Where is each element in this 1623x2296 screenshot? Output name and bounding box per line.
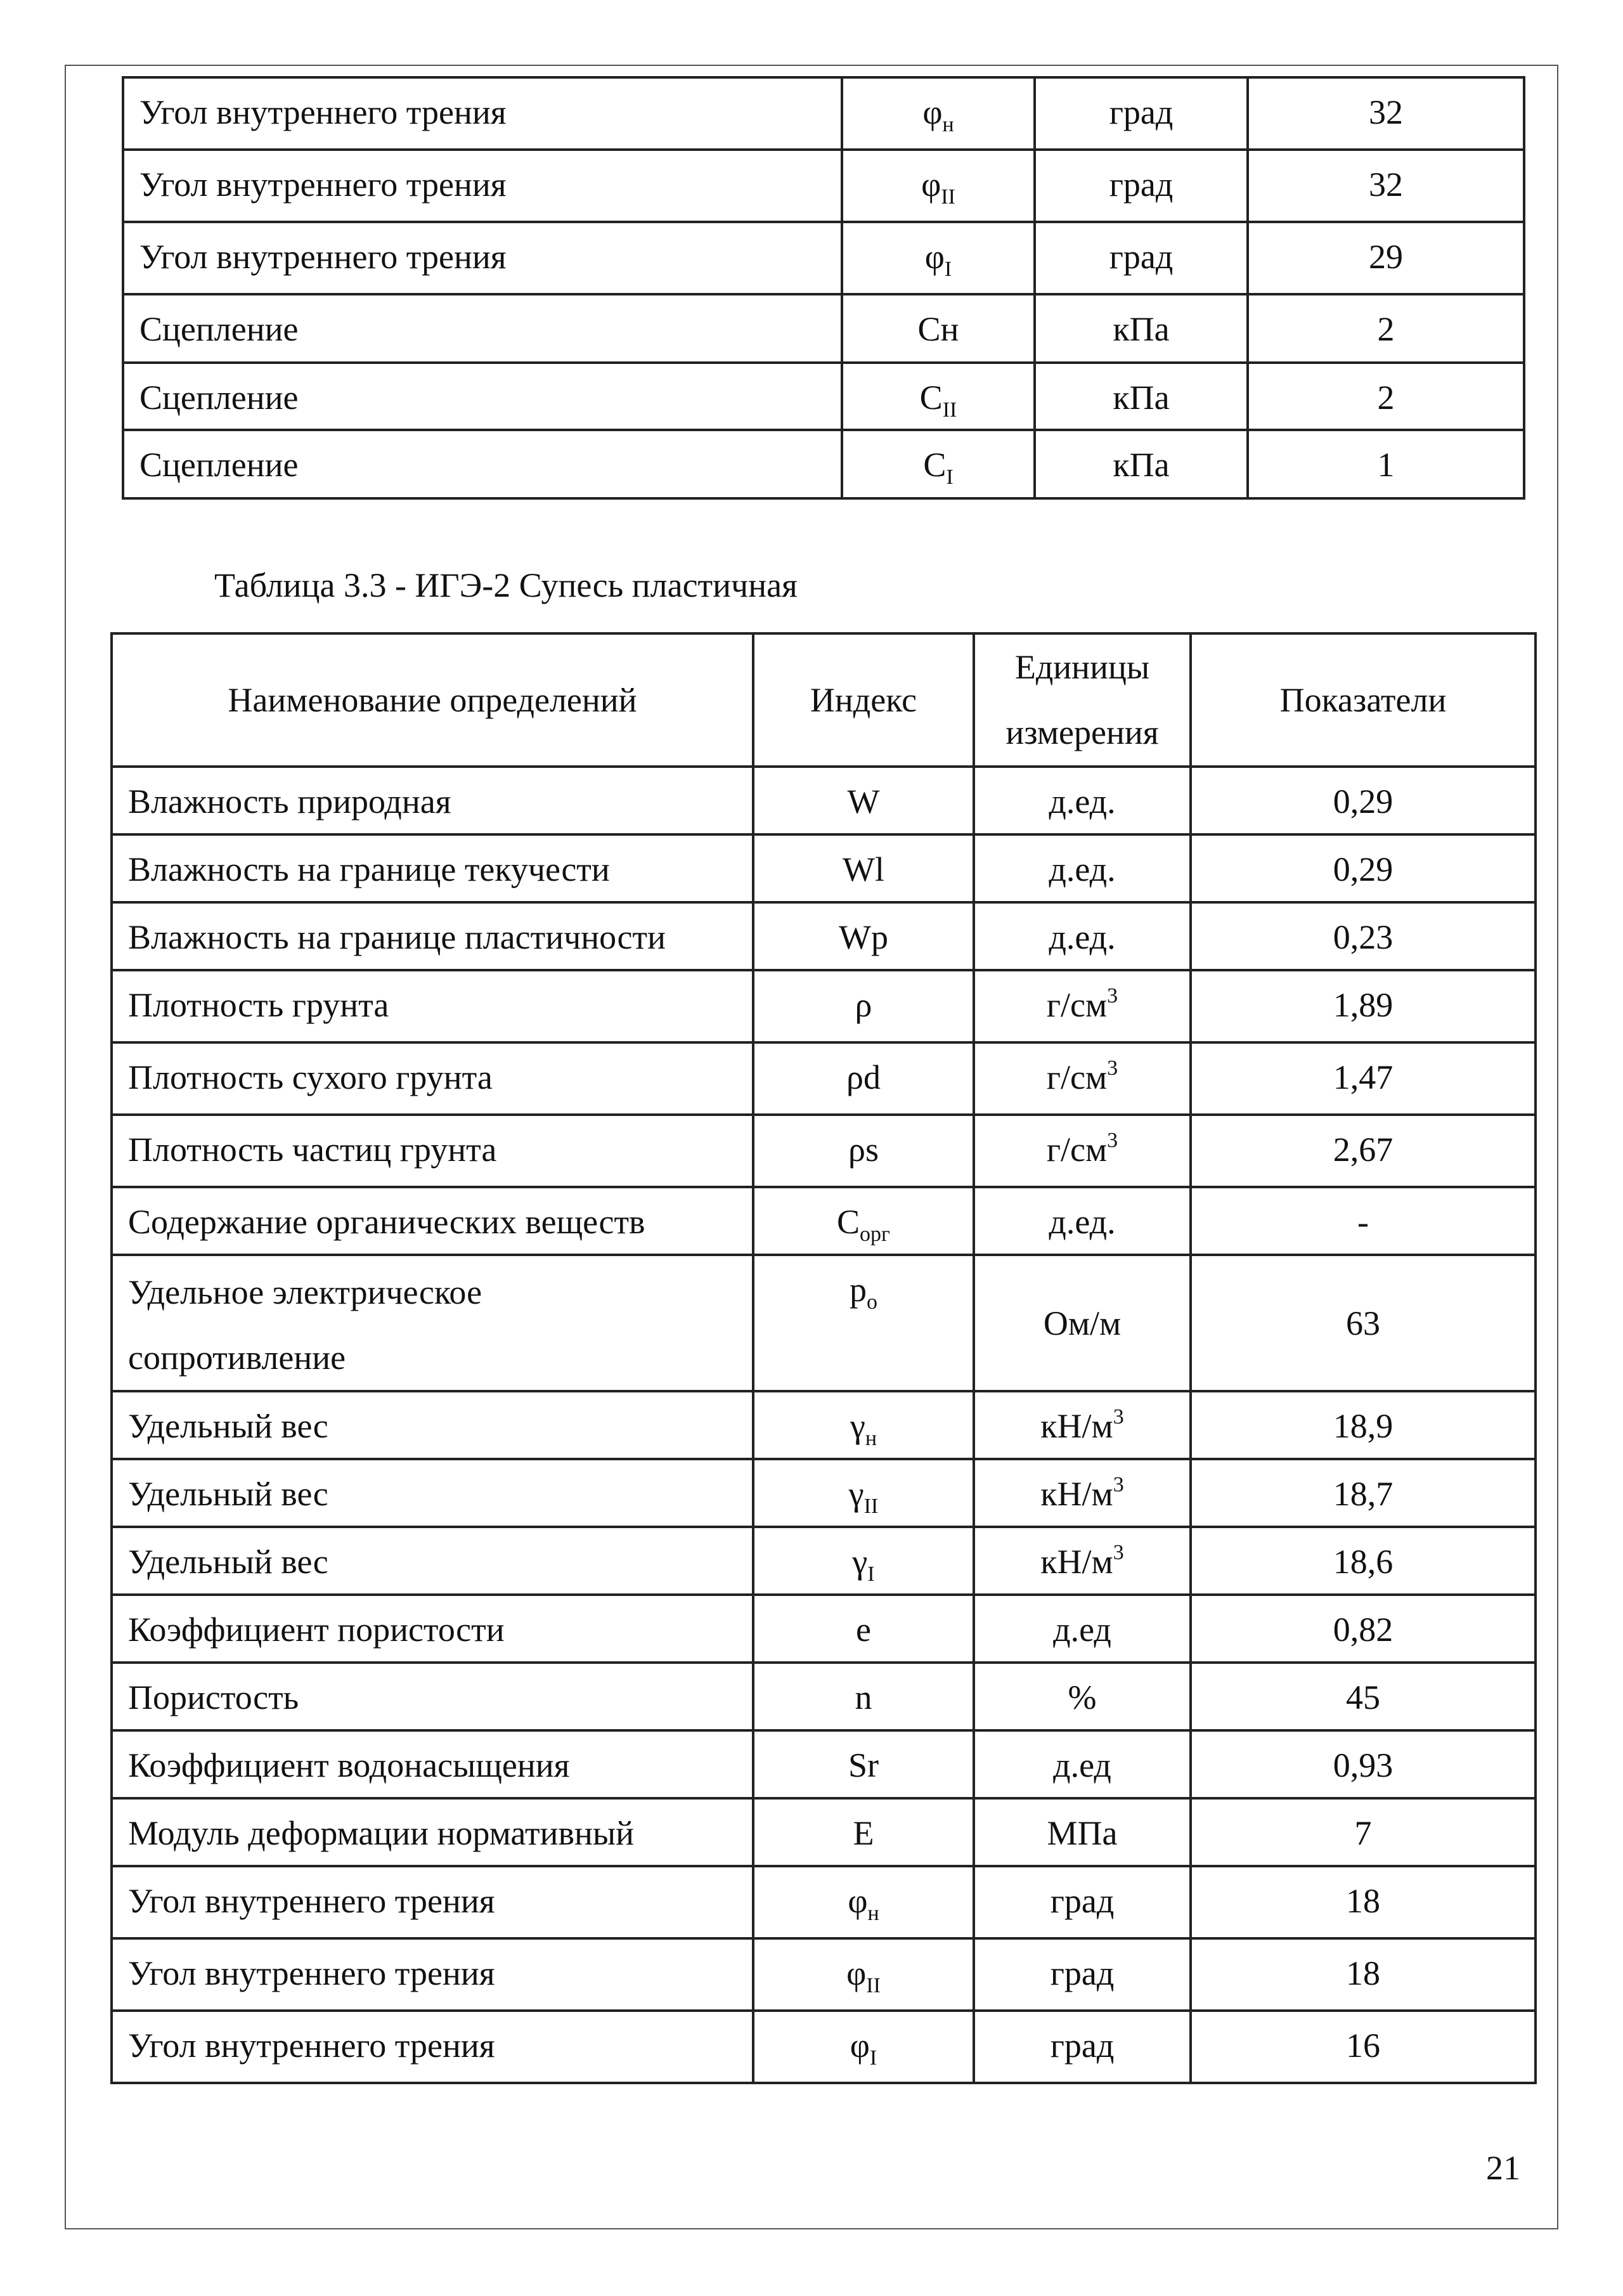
row-index: $\varphi_{II}$ (753, 1938, 974, 2011)
row-index: $\gamma_{II}$ (753, 1459, 974, 1527)
table-row (112, 1798, 1536, 1866)
row-index: Wl (753, 834, 974, 902)
row-value: 0,29 (1191, 767, 1536, 834)
table-row (112, 970, 1536, 1042)
row-value: 1,89 (1191, 970, 1536, 1042)
row-name: Пористость (112, 1663, 753, 1730)
row-value: 0,93 (1191, 1730, 1536, 1798)
header-unit: Единицы измерения (974, 633, 1191, 767)
row-unit: МПа (974, 1798, 1191, 1866)
table-row (123, 430, 1524, 498)
row-index: $\varphi_{II}$ (842, 150, 1035, 222)
table-row (112, 1527, 1536, 1595)
row-unit: $г/см^3$ (974, 1115, 1191, 1187)
table-row (112, 2011, 1536, 2083)
row-name: Удельный вес (112, 1391, 753, 1459)
row-value: - (1191, 1187, 1536, 1255)
row-index: $\varphi_н$ (753, 1866, 974, 1938)
row-unit: кПа (1035, 430, 1248, 498)
table-row (112, 1115, 1536, 1187)
row-value: 2 (1248, 363, 1524, 430)
table-row (112, 1663, 1536, 1730)
row-value: 2,67 (1191, 1115, 1536, 1187)
row-index: $С_I$ (842, 430, 1035, 498)
row-value: 18,9 (1191, 1391, 1536, 1459)
table-row (112, 1391, 1536, 1459)
row-name: Угол внутреннего трения (123, 150, 842, 222)
header-value: Показатели (1191, 633, 1536, 767)
table-row (112, 1459, 1536, 1527)
row-index: Е (753, 1798, 974, 1866)
row-name: Сцепление (123, 430, 842, 498)
row-unit: д.ед. (974, 834, 1191, 902)
row-index: n (753, 1663, 974, 1730)
row-value: 18,6 (1191, 1527, 1536, 1595)
table-row (123, 222, 1524, 294)
row-value: 1,47 (1191, 1042, 1536, 1115)
row-name: Коэффициент водонасыщения (112, 1730, 753, 1798)
row-name: Влажность на границе текучести (112, 834, 753, 902)
row-index: $\varphi_н$ (842, 77, 1035, 150)
row-name: Угол внутреннего трения (112, 1866, 753, 1938)
row-index: $\varphi_I$ (842, 222, 1035, 294)
table-row (112, 1042, 1536, 1115)
row-name: Удельный вес (112, 1459, 753, 1527)
row-unit: кПа (1035, 363, 1248, 430)
row-name: Угол внутреннего трения (123, 77, 842, 150)
row-index: $p_о$ (753, 1255, 974, 1391)
row-name: Влажность на границе пластичности (112, 902, 753, 970)
row-value: 0,23 (1191, 902, 1536, 970)
row-unit: д.ед. (974, 902, 1191, 970)
table-row (112, 1187, 1536, 1255)
row-name: Плотность сухого грунта (112, 1042, 753, 1115)
table-header-row (112, 633, 1536, 767)
row-name: Сцепление (123, 294, 842, 363)
row-unit: д.ед (974, 1595, 1191, 1663)
table-row (123, 77, 1524, 150)
row-index: $\gamma_I$ (753, 1527, 974, 1595)
row-index: $\gamma_н$ (753, 1391, 974, 1459)
row-value: 18,7 (1191, 1459, 1536, 1527)
row-unit: д.ед. (974, 767, 1191, 834)
row-name: Удельный вес (112, 1527, 753, 1595)
row-name: Сцепление (123, 363, 842, 430)
row-index: Sr (753, 1730, 974, 1798)
row-name: Угол внутреннего трения (112, 2011, 753, 2083)
table-row (112, 1595, 1536, 1663)
table-row (123, 294, 1524, 363)
table-row (112, 1938, 1536, 2011)
page-number: 21 (1486, 2149, 1520, 2187)
row-unit: град (974, 1866, 1191, 1938)
row-unit: град (1035, 150, 1248, 222)
table-row (112, 834, 1536, 902)
row-name: Влажность природная (112, 767, 753, 834)
header-index: Индекс (753, 633, 974, 767)
row-value: 32 (1248, 150, 1524, 222)
table-caption: Таблица 3.3 - ИГЭ-2 Супесь пластичная (214, 566, 798, 604)
row-index: ρs (753, 1115, 974, 1187)
row-unit: град (1035, 222, 1248, 294)
row-index: ρ (753, 970, 974, 1042)
row-name: Плотность грунта (112, 970, 753, 1042)
row-unit: $кН/м^3$ (974, 1391, 1191, 1459)
row-index: W (753, 767, 974, 834)
table-ige2 (110, 632, 1537, 2084)
row-name: Плотность частиц грунта (112, 1115, 753, 1187)
row-value: 63 (1191, 1255, 1536, 1391)
row-unit: Ом/м (974, 1255, 1191, 1391)
table-row (112, 1866, 1536, 1938)
row-name: Содержание органических веществ (112, 1187, 753, 1255)
table-row (112, 1255, 1536, 1391)
table-row (112, 767, 1536, 834)
table-row (112, 1730, 1536, 1798)
row-index: $С_{орг}$ (753, 1187, 974, 1255)
row-value: 2 (1248, 294, 1524, 363)
row-unit: $кН/м^3$ (974, 1527, 1191, 1595)
row-value: 1 (1248, 430, 1524, 498)
row-unit: кПа (1035, 294, 1248, 363)
row-value: 0,82 (1191, 1595, 1536, 1663)
row-value: 45 (1191, 1663, 1536, 1730)
row-index: e (753, 1595, 974, 1663)
row-name: Угол внутреннего трения (123, 222, 842, 294)
row-value: 18 (1191, 1866, 1536, 1938)
row-value: 18 (1191, 1938, 1536, 2011)
row-unit: град (1035, 77, 1248, 150)
row-index: Сн (842, 294, 1035, 363)
row-unit: $кН/м^3$ (974, 1459, 1191, 1527)
row-unit: $г/см^3$ (974, 970, 1191, 1042)
row-value: 29 (1248, 222, 1524, 294)
row-index: Wp (753, 902, 974, 970)
row-unit: д.ед (974, 1730, 1191, 1798)
row-name: Коэффициент пористости (112, 1595, 753, 1663)
row-index: $\varphi_I$ (753, 2011, 974, 2083)
table-row (123, 150, 1524, 222)
row-unit: град (974, 2011, 1191, 2083)
row-index: $С_{II}$ (842, 363, 1035, 430)
row-value: 7 (1191, 1798, 1536, 1866)
row-name: Угол внутреннего трения (112, 1938, 753, 2011)
row-value: 16 (1191, 2011, 1536, 2083)
row-name: Модуль деформации нормативный (112, 1798, 753, 1866)
table-row (112, 902, 1536, 970)
row-index: ρd (753, 1042, 974, 1115)
row-value: 0,29 (1191, 834, 1536, 902)
table-continuation (122, 76, 1525, 500)
row-name: Удельное электрическое сопротивление (112, 1255, 753, 1391)
row-unit: град (974, 1938, 1191, 2011)
row-unit: д.ед. (974, 1187, 1191, 1255)
row-value: 32 (1248, 77, 1524, 150)
header-name: Наименование определений (112, 633, 753, 767)
row-unit: $г/см^3$ (974, 1042, 1191, 1115)
table-row (123, 363, 1524, 430)
row-unit: % (974, 1663, 1191, 1730)
